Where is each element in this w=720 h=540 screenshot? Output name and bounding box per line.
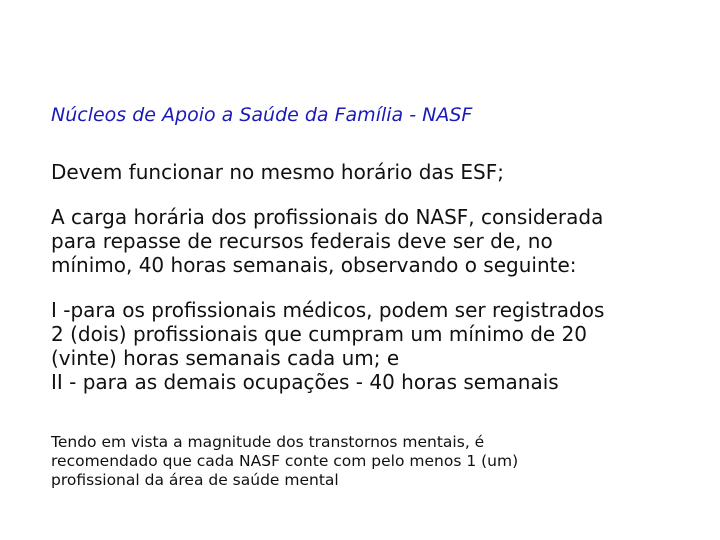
paragraph-rules-line: 2 (dois) profissionais que cumpram um mínimo de 20 [51, 322, 588, 346]
note-line: Tendo em vista a magnitude dos transtornos mentais, é [51, 433, 485, 451]
paragraph-rules-line: (vinte) horas semanais cada um; e [51, 346, 400, 370]
paragraph-workload [51, 205, 701, 277]
paragraph-workload-line: A carga horária dos profissionais do NASF, considerada [51, 205, 604, 229]
paragraph-rules-line: II - para as demais ocupações - 40 horas semanais [51, 370, 559, 394]
mental-health-note [51, 433, 518, 490]
paragraph-workload-line: mínimo, 40 horas semanais, observando o seguinte: [51, 253, 577, 277]
paragraph-schedule: Devem funcionar no mesmo horário das ESF; [51, 160, 504, 184]
slide-title: Núcleos de Apoio a Saúde da Família - NASF [51, 104, 473, 126]
note-line: profissional da área de saúde mental [51, 471, 339, 489]
paragraph-workload-line: para repasse de recursos federais deve ser de, no [51, 229, 553, 253]
paragraph-rules-line: I -para os profissionais médicos, podem ser registrados [51, 298, 605, 322]
paragraph-rules [51, 298, 701, 394]
note-line: recomendado que cada NASF conte com pelo menos 1 (um) [51, 452, 519, 470]
